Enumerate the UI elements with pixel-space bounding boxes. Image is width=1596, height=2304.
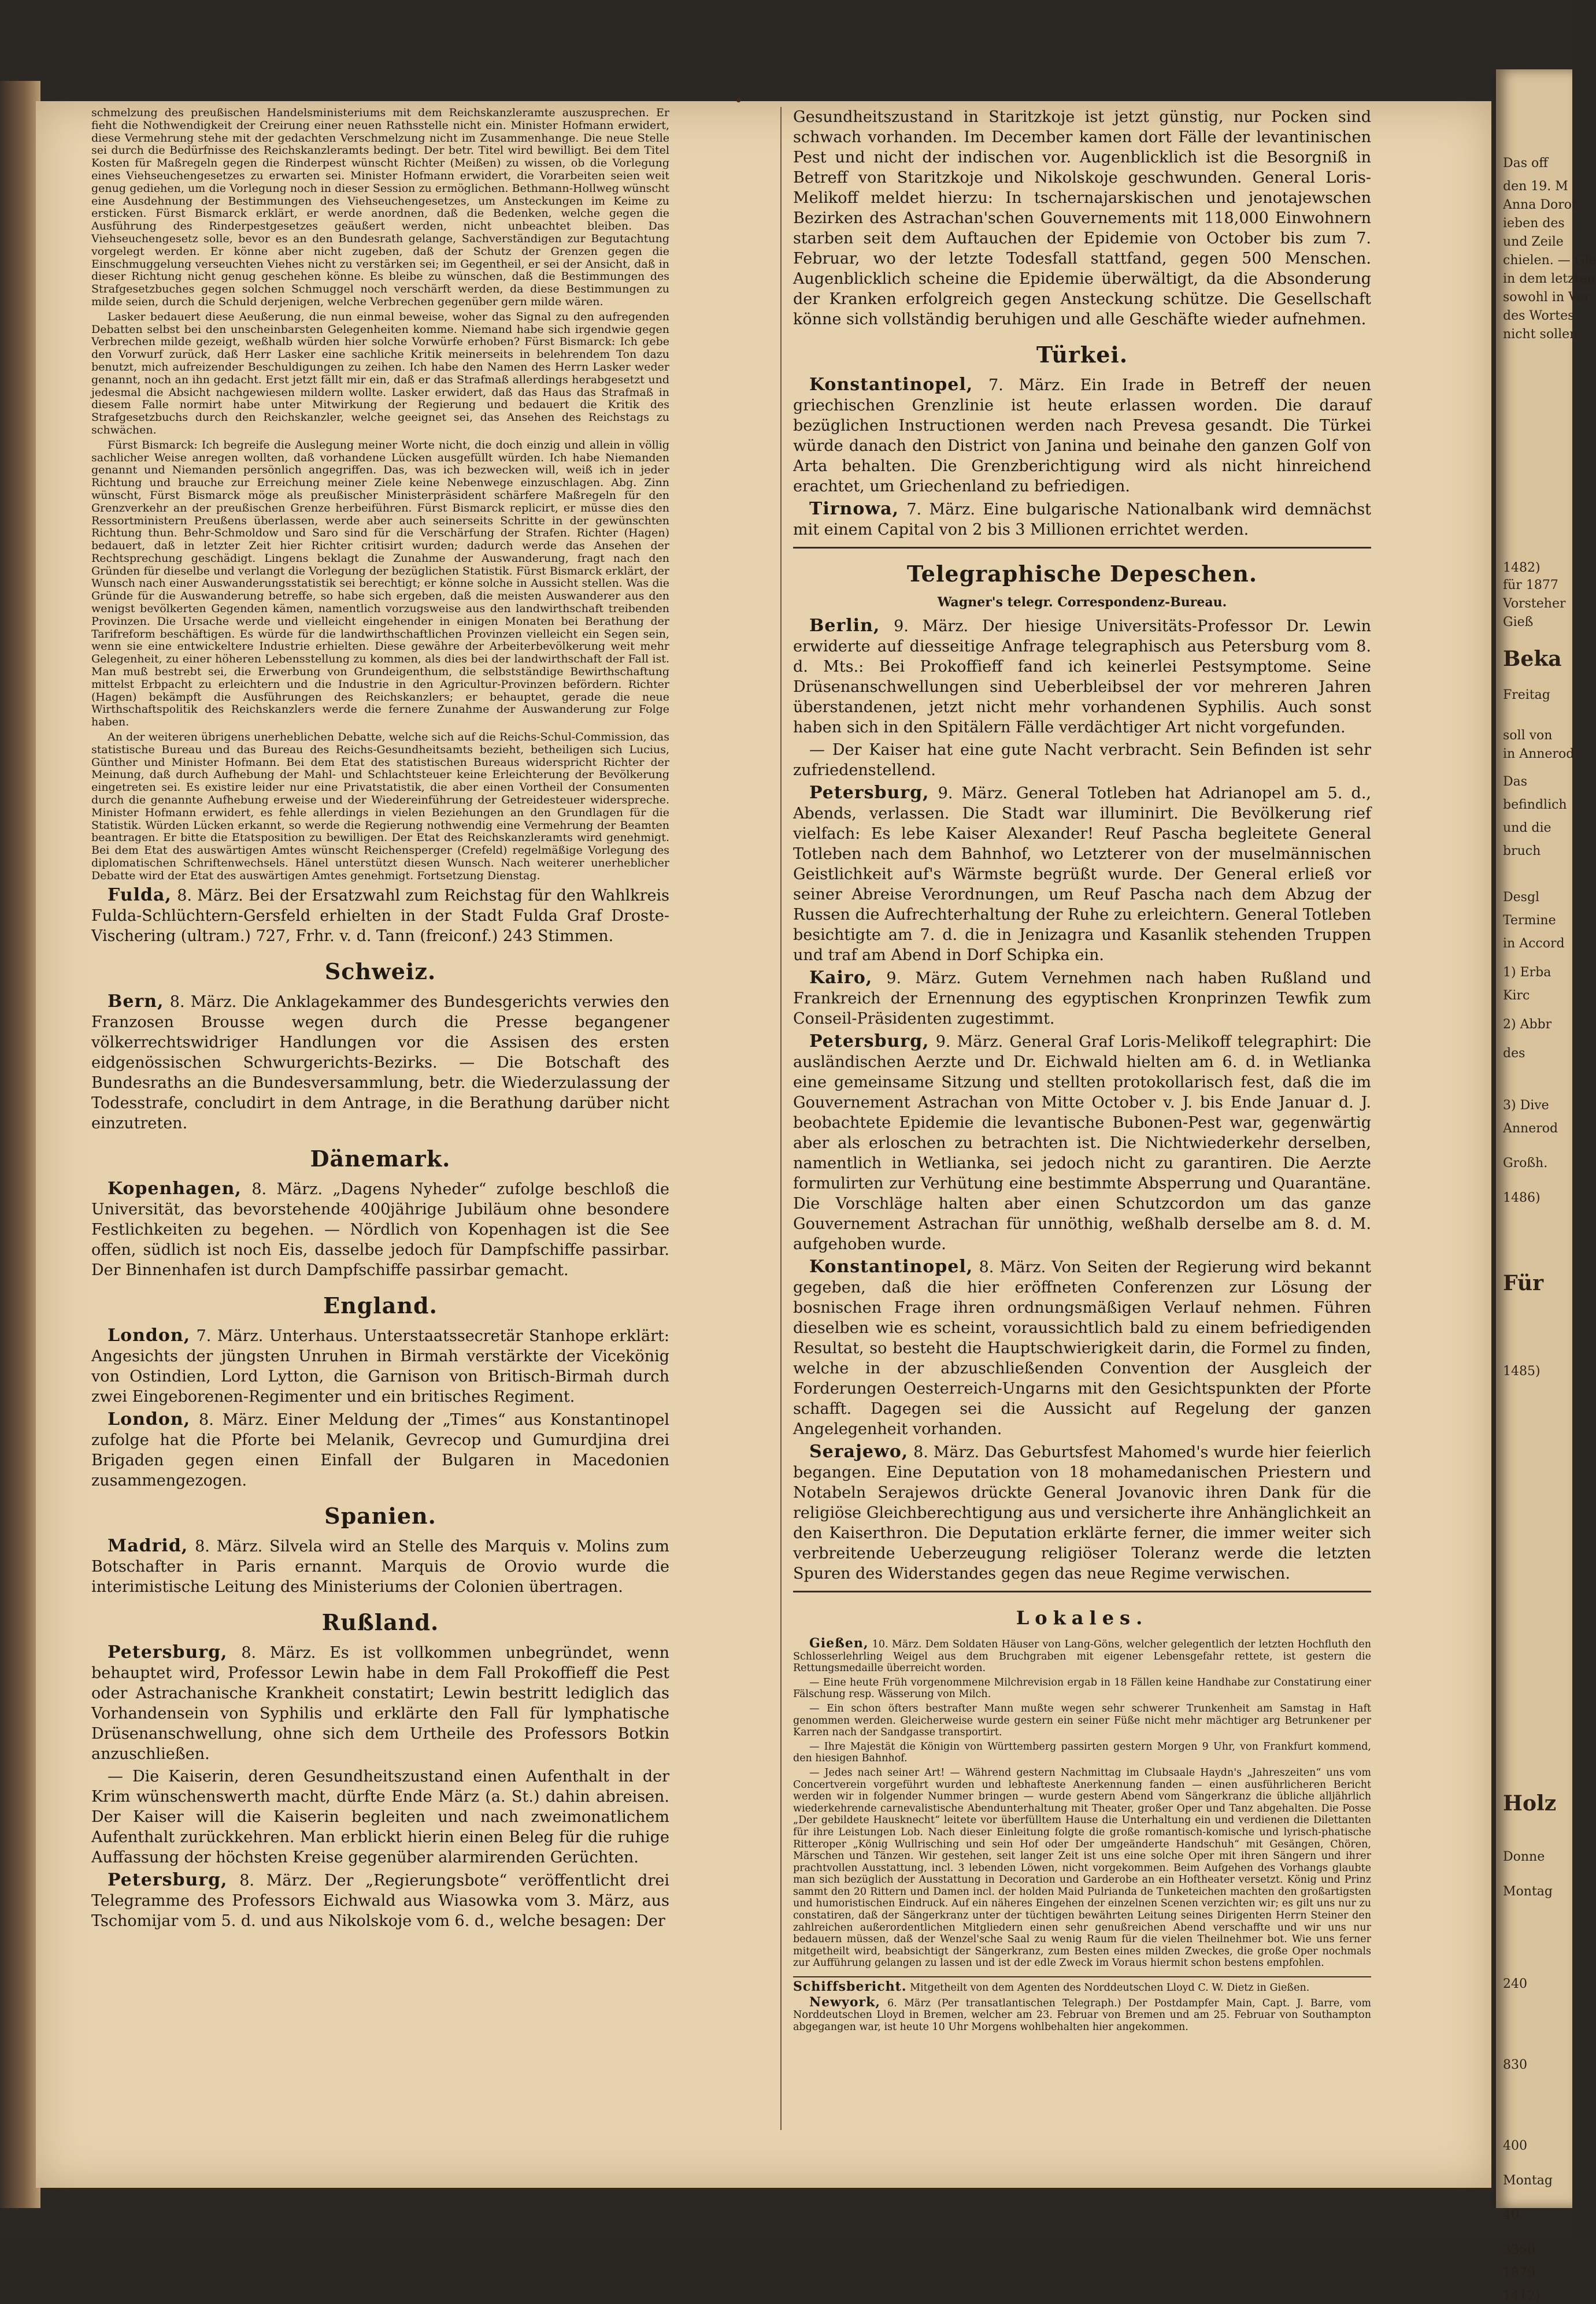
section-rule bbox=[793, 1976, 1371, 1977]
local-item: — Ihre Majestät die Königin von Württemberg passirten gestern Morgen 9 Uhr, von Frankfurt kommend, den hiesigen Bahnhof. bbox=[793, 1740, 1371, 1765]
adjacent-page-fragment: 830 bbox=[1503, 2058, 1527, 2072]
dateline: Madrid, bbox=[108, 1535, 188, 1556]
news-item-london bbox=[91, 1325, 669, 1407]
adjacent-page-fragment: Gieß bbox=[1503, 615, 1534, 629]
dateline: Fulda, bbox=[108, 884, 172, 905]
adjacent-page-fragment: soll von bbox=[1503, 728, 1553, 743]
local-item: — Ein schon öfters bestrafter Mann mußte wegen sehr schwerer Trunkenheit am Samstag in Haft genommen werden. Gleicherweise wurde gestern ein seiner Füße nicht mehr mächtiger arg Betrunkener per Karren nach der Sandgasse transportirt. bbox=[793, 1702, 1371, 1739]
column-divider bbox=[780, 107, 782, 2130]
dateline: London, bbox=[108, 1325, 191, 1346]
shipping-item bbox=[793, 1996, 1371, 2033]
article-paragraph: schmelzung des preußischen Handelsministeriums mit dem Reichskanzleramte auszusprechen. Er fieht die Nothwendigkeit der Creirung einer neuen Rathsstelle nicht ein. Minister Hofmann erwidert, diese Vermehrung stehe mit der gedachten Verschmelzung nicht im Zusammenhange. Die neue Stelle sei durch die Bedürfnisse des Reichskanzleramts bedingt. Der betr. Titel wird bewilligt. Bei dem Titel Kosten für Maßregeln gegen die Rinderpest wünscht Richter (Meißen) zu wissen, ob die Vorlegung eines Viehseuchengesetzes zu erwarten sei. Minister Hofmann erwidert, die Vorarbeiten seien weit genug gediehen, um die Vorlegung noch in dieser Session zu ermöglichen. Bethmann-Hollweg wünscht eine Ausdehnung der Bestimmungen des Viehseuchengesetzes, um Ansteckungen im Keime zu ersticken. Fürst Bismarck erklärt, er werde anordnen, daß die Bedenken, welche gegen die Ausführung des Rinderpestgesetzes geäußert werden, nicht unbeachtet bleiben. Das Viehseuchengesetz solle, bevor es an den Bundesrath gelange, Sachverständigen zur Begutachtung vorgelegt werden. Er könne aber nicht zugeben, daß der Schutz der Grenzen gegen die Einschmuggelung verseuchten Viehes nicht zu verstärken sei; im Gegentheil, er sei der Ansicht, daß in dieser Richtung nicht genug geschehen könne. Es bleibe zu wünschen, daß die Bestimmungen des Strafgesetzbuches gegen solchen Schmuggel noch verschärft werden, da diese Bestimmungen zu milde seien, durch die Schuld derjenigen, welche Verbrechen gegenüber gern milde wären. bbox=[91, 106, 669, 308]
adjacent-page-fragment: und die bbox=[1503, 821, 1551, 835]
news-text: 10. März. Dem Soldaten Häuser von Lang-Göns, welcher gelegentlich der letzten Hochfluth den Schlosserlehrling Weigel aus dem Bruchgraben mit eigener Lebensgefahr rettete, ist gestern die Rettungsmedaille überreicht worden. bbox=[793, 1639, 1371, 1675]
adjacent-page-fragment: den 19. M bbox=[1503, 179, 1568, 194]
shipping-agent: Mitgetheilt von dem Agenten des Norddeutschen Lloyd C. W. Dietz in Gießen. bbox=[910, 1982, 1310, 1994]
adjacent-page-fragment: Das off bbox=[1503, 156, 1548, 171]
adjacent-page-fragment: Für bbox=[1503, 1271, 1544, 1295]
news-text: 9. März. General Graf Loris-Melikoff telegraphirt: Die ausländischen Aerzte und Dr. Eichwald hielten am 6. d. in Wetlianka eine gemeinsame Sitzung und stellten protokollarisch fest, daß die im Gouvernement Astrachan von Mitte October v. J. bis Ende Januar d. J. beobachtete Epidemie die levantische Bubonen-Pest war, gegenwärtig aber als erloschen zu betrachten ist. Die Nichtwiederkehr derselben, namentlich in Wetlianka, sei jedoch nicht zu garantiren. Die Aerzte formulirten zur Verhütung eine bestimmte Absperrung und Quarantäne. Die Vorschläge halten aber einen Schutzcordon um das ganze Gouvernement Astrachan für unnöthig, weßhalb derselbe am 8. d. M. aufgehoben wurde. bbox=[793, 1033, 1371, 1253]
news-item-madrid bbox=[91, 1536, 669, 1597]
news-paragraph: — Die Kaiserin, deren Gesundheitszustand einen Aufenthalt in der Krim wünschenswerth macht, dürfte Ende März (a. St.) dahin abreisen. Der Kaiser will die Kaiserin begleiten und nach zweimonatlichem Aufenthalt zurückkehren. Man erblickt hierin einen Beleg für die ruhige Auffassung der höchsten Kreise gegenüber alarmirenden Gerüchten. bbox=[91, 1767, 669, 1866]
left-column bbox=[91, 107, 669, 2139]
adjacent-page-fragment: und Zeile bbox=[1503, 235, 1564, 249]
adjacent-page-fragment: 240 bbox=[1503, 1977, 1527, 1991]
adjacent-page-fragment: Beka bbox=[1503, 647, 1562, 671]
news-item-petersburg bbox=[793, 783, 1371, 965]
adjacent-page-fragment: Anna Dorot bbox=[1503, 198, 1577, 212]
adjacent-page-fragment: Montag bbox=[1503, 1884, 1553, 1899]
adjacent-page-fragment: Donne bbox=[1503, 1850, 1545, 1864]
adjacent-page-fragment: sowohl in Ver bbox=[1503, 290, 1590, 305]
adjacent-page-fragment: in dem letzten bbox=[1503, 272, 1595, 286]
section-heading: Dänemark. bbox=[310, 1145, 451, 1172]
news-text: 8. März. Von Seiten der Regierung wird bekannt gegeben, daß die hier eröffneten Conferenzen zur Lösung der bosnischen Frage ihren ordnungsmäßigen Verlauf nehmen. Führen dieselben wie es scheint, voraussichtlich bald zu einem befriedigenden Resultat, so besteht die Hauptschwierigkeit darin, die Formel zu finden, welche in der abzuschließenden Convention der Ausgleich der Forderungen Oesterreich-Ungarns mit den Gesichtspunkten der Pforte schafft. Dagegen sei die Aussicht auf Regelung der ganzen Angelegenheit vorhanden. bbox=[793, 1258, 1371, 1438]
dateline: Serajewo, bbox=[809, 1442, 909, 1462]
news-text: 6. März (Per transatlantischen Telegraph.) Der Postdampfer Main, Capt. J. Barre, vom Norddeutschen Lloyd in Bremen, welcher am 23. Februar von Bremen und am 25. Februar von Southampton abgegangen war, ist heute 10 Uhr Morgens wohlbehalten hier angekommen. bbox=[793, 1997, 1371, 2033]
adjacent-page-fragment: 400 bbox=[1503, 2139, 1527, 2153]
dateline: Petersburg, bbox=[809, 783, 930, 803]
news-item-kopenhagen bbox=[91, 1179, 669, 1280]
dateline: Bern, bbox=[108, 991, 164, 1012]
news-text: 8. März. Die Anklagekammer des Bundesgerichts verwies den Franzosen Brousse wegen durch die Presse begangener völkerrechtswidriger Handlungen vor die Assisen des ersten eidgenössischen Schwurgerichts-Bezirks. — Die Botschaft des Bundesraths an die Bundesversammlung, betr. die Wiederzulassung der Todesstrafe, concludirt in dem Antrage, in die Berathung darüber nicht einzutreten. bbox=[91, 992, 669, 1132]
adjacent-page-fragment: Kirc bbox=[1503, 988, 1530, 1003]
news-text: 8. März. Silvela wird an Stelle des Marquis v. Molins zum Botschafter in Paris ernannt. Marquis de Orovio wurde die interimistische Leitung des Ministeriums der Colonien übertragen. bbox=[91, 1537, 669, 1596]
local-item: — Jedes nach seiner Art! — Während gestern Nachmittag im Clubsaale Haydn's „Jahreszeiten“ uns vom Concertverein vorgeführt wurden und lebhafteste Anerkennung fanden — einen ausführlicheren Bericht werden wir in folgender Nummer bringen — wurde gestern Abend vom Sängerkranz die übliche alljährlich wiederkehrende carnevalistische Abendunterhaltung mit Theater, großer Oper und Tanz abgehalten. Die Posse „Der gebildete Hausknecht“ leitete vor überfülltem Hause die Unterhaltung ein und verdienen die Dilettanten für ihre Leistungen Lob. Nach dieser Einleitung folgte die große romantisch-komische und lyrisch-phatische Ritteroper „König Wullrisching und sein Hof oder Der umgeänderte Handschuh“ mit Gesängen, Chören, Märschen und Tänzen. Wir gestehen, seit langer Zeit ist uns eine solche Oper mit ihren Sängern und ihrer prachtvollen Ausstattung, incl. 3 lebenden Löwen, nicht vorgekommen. Beim Aufgehen des Vorhangs glaubte man sich bezüglich der Ausstattung in Decoration und Garderobe an ein Hoftheater versetzt. König und Prinz sammt den 20 Rittern und Damen incl. der holden Maid Pulrianda de Tunketeichen machten den großartigsten und humoristischen Eindruck. Auf ein näheres Eingehen der einzelnen Scenen verzichten wir; es gilt uns nur zu constatiren, daß der Sängerkranz unter der tüchtigen bewährten Leitung seines Dirigenten Herrn Steiner den zahlreichen außerordentlichen Mitgliedern einen sehr genußreichen Abend verschaffte und wir uns nur bedauern müssen, daß der Wenzel'sche Saal zu wenig Raum für die vielen Theilnehmer bot. Wie uns ferner mitgetheilt wird, beabsichtigt der Sängerkranz, zum Besten eines milden Zweckes, die große Oper nochmals zur Aufführung gelangen zu lassen und ist der edle Zweck im Voraus hiermit schon bestens empfohlen. bbox=[793, 1766, 1371, 1969]
news-paragraph: Gesundheitszustand in Staritzkoje ist jetzt günstig, nur Pocken sind schwach vorhanden. Im December kamen dort Fälle der levantinischen Pest und nicht der indischen vor. Augenblicklich ist die Besorgniß in Betreff von Staritzkoje und Nikolskoje geschwunden. General Loris-Melikoff meldet hierzu: In tschernajarskischen und jenotajewschen Bezirken des Astrachan'schen Gouvernements mit 118,000 Einwohnern starben seit dem Auftauchen der Epidemie von October bis zum 7. Februar, wo der letzte Todesfall stattfand, gegen 500 Menschen. Augenblicklich scheine die Epidemie überwältigt, da die Absonderung der Kranken erfolgreich gegen Ansteckung schütze. Die Gesellschaft könne sich vollständig beruhigen und alle Geschäfte wieder aufnehmen. bbox=[793, 108, 1371, 328]
dateline: London, bbox=[108, 1409, 191, 1429]
dateline: Newyork, bbox=[809, 1994, 880, 2010]
adjacent-page-fragment: 3350 bbox=[1503, 2243, 1535, 2257]
adjacent-page-fragment: Das bbox=[1503, 775, 1528, 789]
right-column bbox=[793, 107, 1371, 2118]
adjacent-page-fragment: befindlich bbox=[1503, 798, 1567, 812]
section-heading: Lokales. bbox=[1016, 1607, 1149, 1629]
adjacent-page-fragment: Freitag bbox=[1503, 688, 1550, 702]
adjacent-page-fragment: 40 bbox=[1503, 2208, 1519, 2222]
article-paragraph: An der weiteren übrigens unerheblichen Debatte, welche sich auf die Reichs-Schul-Commission, das statistische Bureau und das Bureau des Reichs-Gesundheitsamts bezieht, betheiligen sich Lucius, Günther und Minister Hofmann. Bei dem Etat des statistischen Bureaus widerspricht Richter der Meinung, daß durch Aufhebung der Mahl- und Schlachtsteuer keine Erleichterung der Bevölkerung eingetreten sei. Es existire leider nur eine Privatstatistik, die aber einen Vortheil der Consumenten durch die genannte Aufhebung erweise und der Wiedereinführung der Getreidesteuer widerspreche. Minister Hofmann erwidert, es fehle allerdings in vielen Beziehungen an den Grundlagen für die Statistik. Würden Lücken erkannt, so werde die Regierung nothwendig eine Vermehrung der Beamten beantragen. Er bitte die Etatsposition zu bewilligen. Der Etat des Reichskanzleramts wird genehmigt. Bei dem Etat des auswärtigen Amtes wünscht Reichensperger (Crefeld) regelmäßige Vorlegung des diplomatischen Schriftenwechsels. Hänel unterstützt diesen Wunsch. Nach weiterer unerheblicher Debatte wird der Etat des auswärtigen Amtes genehmigt. Fortsetzung Dienstag. bbox=[91, 731, 669, 882]
dateline: Berlin, bbox=[809, 616, 880, 636]
adjacent-page-fragment: 1486) bbox=[1503, 1191, 1541, 1205]
news-text: 8. März. Bei der Ersatzwahl zum Reichstag für den Wahlkreis Fulda-Schlüchtern-Gersfeld erhielten in der Stadt Fulda Graf Droste-Vischering (ultram.) 727, Frhr. v. d. Tann (freiconf.) 243 Stimmen. bbox=[91, 886, 669, 945]
dateline: Tirnowa, bbox=[809, 499, 899, 519]
adjacent-page-fragment: Großh. bbox=[1503, 1156, 1548, 1170]
news-text: 8. März. „Dagens Nyheder“ zufolge beschloß die Universität, das bevorstehende 400jährige Jubiläum ohne besondere Festlichkeiten zu begehen. — Nördlich von Kopenhagen ist die See offen, südlich ist noch Eis, dasselbe jedoch für Dampfschiffe passirbar. Der Binnenhafen ist durch Dampfschiffe passirbar gemacht. bbox=[91, 1180, 669, 1279]
news-item-petersburg bbox=[793, 1031, 1371, 1254]
dateline: Petersburg, bbox=[108, 1642, 228, 1662]
dateline: Gießen, bbox=[809, 1636, 869, 1651]
section-heading: Schweiz. bbox=[324, 958, 436, 984]
dateline: Konstantinopel, bbox=[809, 1257, 973, 1277]
local-item: — Eine heute Früh vorgenommene Milchrevision ergab in 18 Fällen keine Handhabe zur Constatirung einer Fälschung resp. Wässerung von Milch. bbox=[793, 1676, 1371, 1701]
article-paragraph: Lasker bedauert diese Aeußerung, die nun einmal beweise, woher das Signal zu den aufregenden Debatten selbst bei den unscheinbarsten Gelegenheiten komme. Niemand habe sich irgendwie gegen Verbrechen milde gezeigt, weßhalb würden hier solche Vorwürfe erhoben? Fürst Bismarck: Ich gebe den Vorwurf zurück, daß Herr Lasker eine sachliche Kritik meinerseits in belehrendem Ton dazu benutzt, mich aufreizender Beschuldigungen zu zeihen. Ich habe den Namen des Herrn Lasker weder genannt, noch an ihn gedacht. Erst jetzt fällt mir ein, daß er das Strafmaß allerdings herabgesetzt und jedesmal die Absicht nachgewiesen mildern wollte. Lasker erwidert, daß das Haus das Strafmaß in diesem Falle normirt habe unter Mitwirkung der Regierung und bedauert die Kritik des Strafgesetzbuchs durch den Reichskanzler, welche geeignet sei, das Ansehen des Reichstags zu schwächen. bbox=[91, 310, 669, 436]
adjacent-page-fragment: Holz bbox=[1503, 1791, 1557, 1816]
adjacent-page-fragment: nicht sollen bbox=[1503, 327, 1578, 342]
adjacent-page-fragment: in Accord bbox=[1503, 936, 1565, 951]
news-text: 7. März. Unterhaus. Unterstaatssecretär Stanhope erklärt: Angesichts der jüngsten Unruhen in Birmah verstärkte der Vicekönig von Ostindien, Lord Lytton, die Garnison von Britisch-Birmah durch zwei Eingeborenen-Regimenter und ein britisches Regiment. bbox=[91, 1327, 669, 1406]
news-paragraph: — Der Kaiser hat eine gute Nacht verbracht. Sein Befinden ist sehr zufriedenstellend. bbox=[793, 741, 1371, 779]
section-rule bbox=[793, 547, 1371, 549]
news-item-berlin bbox=[793, 616, 1371, 738]
adjacent-page-fragment: 1482) bbox=[1503, 561, 1541, 575]
adjacent-page-fragment: Montag bbox=[1503, 2173, 1553, 2188]
news-text: 9. März. Der hiesige Universitäts-Professor Dr. Lewin erwiderte auf diesseitige Anfrage telegraphisch aus Petersburg vom 8. d. Mts.: Bei Prokoffieff fand ich keinerlei Pestsymptome. Seine Drüsenanschwellungen sind Ueberbleibsel der vor mehreren Jahren überstandenen, jetzt nicht mehr vorhandenen Syphilis. Auch sonst haben sich in den Spitälern Fälle verdächtiger Art nicht vorgefunden. bbox=[793, 617, 1372, 736]
dateline: Konstantinopel, bbox=[809, 375, 973, 395]
section-heading: Spanien. bbox=[324, 1502, 436, 1529]
news-text: 7. März. Ein Irade in Betreff der neuen griechischen Grenzlinie ist heute erlassen worden. Die darauf bezüglichen Instructionen werden nach Prevesa gesandt. Die Türkei würde danach den District von Janina und beinahe den ganzen Golf von Arta behalten. Die Grenzberichtigung wird als nicht hinreichend erachtet, um Griechenland zu befriedigen. bbox=[793, 376, 1371, 495]
news-text: 9. März. Gutem Vernehmen nach haben Rußland und Frankreich der Ernennung des egyptischen Kronprinzen Tewfik zum Conseil-Präsidenten zugestimmt. bbox=[793, 969, 1371, 1028]
adjacent-page-fragment: ieben des bbox=[1503, 216, 1565, 231]
section-subheading: Wagner's telegr. Correspondenz-Bureau. bbox=[937, 595, 1227, 610]
adjacent-page-fragment: für 1877 bbox=[1503, 578, 1558, 592]
adjacent-page-fragment: chielen. — Gle bbox=[1503, 253, 1596, 268]
news-item-kairo bbox=[793, 968, 1371, 1029]
adjacent-page-fragment: 1) Erba bbox=[1503, 965, 1551, 980]
news-item-bern bbox=[91, 991, 669, 1134]
left-page-edge bbox=[0, 81, 40, 2208]
adjacent-page-fragment: in Annerod bbox=[1503, 747, 1575, 761]
section-heading: Rußland. bbox=[321, 1609, 439, 1635]
adjacent-page-fragment: bruch bbox=[1503, 844, 1541, 858]
news-item-konstantinopel bbox=[793, 375, 1371, 497]
section-heading: England. bbox=[323, 1292, 438, 1318]
news-text: 9. März. General Totleben hat Adrianopel am 5. d., Abends, verlassen. Die Stadt war illuminirt. Die Bevölkerung rief vielfach: Es lebe Kaiser Alexander! Reuf Pascha begleitete General Totleben nach dem Bahnhof, wo Letzterer von der muselmännischen Geistlichkeit auf's Wärmste begrüßt wurde. Der General erließ vor seiner Abreise Verordnungen, um Reuf Pascha nach dem Abzug der Russen die Aufrechterhaltung der Ruhe zu erleichtern. General Totleben besichtigte am 7. d. die in Jenizagra und Kasanlik stehenden Truppen und traf am Abend in Dorf Schipka ein. bbox=[793, 784, 1371, 964]
news-item-london bbox=[91, 1409, 669, 1491]
local-item bbox=[793, 1638, 1371, 1675]
section-heading: Türkei. bbox=[1036, 342, 1128, 368]
news-text: 8. März. Einer Meldung der „Times“ aus Konstantinopel zufolge hat die Pforte bei Melanik, Gevrecop und Gumurdjina drei Brigaden gegen einen Einfall der Bulgaren in Macedonien zusammengezogen. bbox=[91, 1410, 669, 1490]
news-text: 8. März. Das Geburtsfest Mahomed's wurde hier feierlich begangen. Eine Deputation von 18 mohamedanischen Priestern und Notabeln Serajewos drückte General Jovanovic ihren Dank für die religiöse Gleichberechtigung aus und versicherte ihre Anhänglichkeit an den Kaiserthron. Die Deputation erklärte ferner, die immer weiter sich verbreitende Ueberzeugung religiöser Toleranz werde die letzten Spuren des Widerstandes gegen das neue Regime verwischen. bbox=[793, 1443, 1371, 1583]
news-text: 8. März. Der „Regierungsbote“ veröffentlicht drei Telegramme des Professors Eichwald aus Wiasowka vom 3. März, aus Tschomijar vom 5. d. und aus Nikolskoje vom 6. d., welche besagen: Der bbox=[91, 1871, 669, 1930]
adjacent-page-fragment: 1412) bbox=[1503, 2289, 1541, 2303]
adjacent-page-fragment: des Wortes bbox=[1503, 309, 1575, 323]
news-item-serajewo bbox=[793, 1442, 1371, 1584]
adjacent-page-fragment: 1485) bbox=[1503, 1364, 1541, 1379]
news-text: 8. März. Es ist vollkommen unbegründet, wenn behauptet wird, Professor Lewin habe in dem Fall Prokoffieff die Pest oder Astrachanische Krankheit constatirt; Lewin bestritt lediglich das Vorhandensein von Syphilis und erklärte den Fall für lymphatische Drüsenanschwellung, ohne sich dem Urtheile des Professors Botkin anzuschließen. bbox=[91, 1643, 669, 1763]
news-text: 7. März. Eine bulgarische Nationalbank wird demnächst mit einem Capital von 2 bis 3 Millionen errichtet werden. bbox=[793, 501, 1371, 539]
page-mark: • bbox=[734, 92, 743, 110]
section-rule bbox=[793, 1591, 1371, 1592]
adjacent-page-fragment: 3) Dive bbox=[1503, 1098, 1549, 1113]
news-item-fulda bbox=[91, 885, 669, 946]
adjacent-page-fragment: Desgl bbox=[1503, 890, 1540, 905]
news-item-tirnowa bbox=[793, 499, 1371, 540]
dateline: Kairo, bbox=[809, 968, 873, 988]
shipping-report bbox=[793, 1981, 1371, 1994]
article-paragraph: Fürst Bismarck: Ich begreife die Auslegung meiner Worte nicht, die doch einzig und allein in völlig sachlicher Weise anregen wollten, daß vorhandene Lücken ausgefüllt würden. Ich habe Niemanden genannt und Niemanden persönlich angegriffen. Das, was ich bezwecken will, weiß ich in jeder Richtung und brauche zur Erreichung meiner Ziele keine Nebenwege einzuschlagen. Abg. Zinn wünscht, Fürst Bismarck möge als preußischer Ministerpräsident schärfere Maßregeln für den Grenzverkehr an der preußischen Grenze herbeiführen. Fürst Bismarck replicirt, er müsse dies den Ressortministern Preußens überlassen, werde aber auch seinerseits Schritte in der gewünschten Richtung thun. Behr-Schmoldow und Saro sind für die Verschärfung der Strafen. Richter (Hagen) bedauert, daß in letzter Zeit hier Richter critisirt wurden; dadurch werde das Ansehen der Rechtsprechung geschädigt. Lingens beklagt die Zunahme der Auswanderung, fragt nach den Gründen für dieselbe und verlangt die Vorlegung der bezüglichen Statistik. Fürst Bismarck erklärt, der Wunsch nach einer Auswanderungsstatistik sei berechtigt; er könne solche in Aussicht stellen. Was die Gründe für die Auswanderung betreffe, so habe sich ergeben, daß die meisten Auswanderer aus den wenigst bevölkerten Gegenden kämen, namentlich vorzugsweise aus den landwirthschaft treibenden Provinzen. Die Ursache werde und vielleicht eingehender in einigen Monaten bei Berathung der Tarifreform beschäftigen. Es würde für die landwirthschaftlichen Provinzen vielleicht ein Segen sein, wenn sie eine entwickeltere Industrie erhielten. Diese gewähre der Arbeiterbevölkerung weit mehr Gelegenheit, zu einer höheren Lebensstellung zu kommen, als dies bei der landwirthschaft der Fall ist. Man muß bestrebt sei, die Erwerbung von Grundeigenthum, die selbstständige Bewirthschaftung mittelst Erbpacht zu erleichtern und die Industrie in den Agricultur-Provinzen befördern. Richter (Hagen) bekämpft die Ausführungen des Reichskanzlers; er behauptet, gerade die neue Wirthschaftspolitik des Reichskanzlers werde die fernere Zunahme der Auswanderung zur Folge haben. bbox=[91, 438, 669, 729]
news-item-petersburg bbox=[91, 1642, 669, 1764]
adjacent-page-fragment: Annerod bbox=[1503, 1121, 1558, 1136]
dateline: Petersburg, bbox=[108, 1869, 228, 1890]
adjacent-page-fragment: des bbox=[1503, 1046, 1525, 1061]
adjacent-page-clip bbox=[1496, 69, 1596, 2303]
section-heading: Telegraphische Depeschen. bbox=[906, 561, 1258, 587]
adjacent-page-fragment: Termine bbox=[1503, 913, 1556, 928]
dateline: Petersburg, bbox=[809, 1031, 930, 1051]
dateline: Kopenhagen, bbox=[108, 1178, 242, 1199]
news-item-petersburg bbox=[91, 1870, 669, 1931]
adjacent-page-fragment: 1879 bbox=[1503, 2266, 1535, 2280]
adjacent-page-fragment: 2) Abbr bbox=[1503, 1017, 1552, 1032]
adjacent-page-fragment: Vorsteher bbox=[1503, 597, 1566, 611]
news-item-konstantinopel bbox=[793, 1257, 1371, 1439]
shipping-label: Schiffsbericht. bbox=[793, 1979, 907, 1995]
